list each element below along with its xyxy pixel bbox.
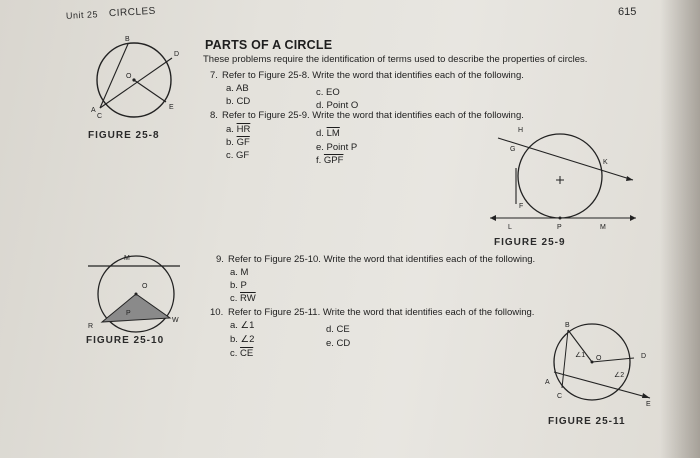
q9-text: Refer to Figure 25-10. Write the word that identifies each of the following. (228, 254, 536, 265)
q10-b: b. ∠2 (230, 334, 255, 345)
q10-d: d. CE (326, 324, 350, 335)
f11-label-a: A (545, 379, 550, 386)
chapter-label: CIRCLES (108, 5, 157, 20)
f11-label-d: D (641, 353, 647, 360)
f8-label-a: A (91, 107, 96, 114)
intro-text: These problems require the identification of terms used to describe the properties of circles. (203, 54, 588, 65)
q7-text: Refer to Figure 25-8. Write the word that identifies each of the following. (222, 70, 524, 81)
q10-e: e. CD (326, 338, 351, 349)
figure-25-9 (488, 124, 638, 234)
figure-25-10 (84, 248, 184, 332)
chord-bc (562, 330, 568, 388)
f10-label-m: M (124, 255, 130, 262)
f8-label-d: D (174, 51, 180, 58)
q9-number: 9. (216, 254, 224, 265)
q9-c: c. $\overline{RW}$ (230, 293, 256, 304)
radius-eo (134, 80, 166, 102)
f10-label-r: R (88, 323, 94, 330)
q7-c: c. EO (316, 87, 340, 98)
q10-number: 10. (210, 307, 224, 318)
f11-label-c: C (557, 393, 563, 400)
q7-a: a. AB (226, 83, 249, 94)
q8-text: Refer to Figure 25-9. Write the word that identifies each of the following. (222, 110, 524, 121)
f10-label-p: P (126, 310, 131, 317)
f9-label-p: P (557, 224, 562, 231)
figure-25-10-caption: FIGURE 25-10 (86, 335, 165, 346)
figure-25-8-caption: FIGURE 25-8 (88, 130, 160, 141)
q10-a: a. ∠1 (230, 320, 255, 331)
f9-label-f: F (519, 203, 524, 210)
q10-c: c. $\overline{CE}$ (230, 348, 254, 359)
page-number: 615 (618, 6, 637, 18)
f9-label-h: H (518, 127, 524, 134)
q10-text: Refer to Figure 25-11. Write the word that identifies each of the following. (228, 307, 535, 318)
f11-label-angle-1: ∠1 (575, 352, 586, 359)
f10-label-o: O (142, 283, 148, 290)
q7-d: d. Point O (316, 100, 359, 111)
figure-25-11-caption: FIGURE 25-11 (548, 416, 626, 427)
f8-label-b: B (125, 36, 130, 43)
f8-label-e: E (169, 104, 174, 111)
tangent-ce (554, 372, 650, 398)
f9-label-g: G (510, 146, 516, 153)
page-shadow (660, 0, 700, 458)
figure-25-9-caption: FIGURE 25-9 (494, 237, 566, 248)
f10-label-w: W (172, 317, 179, 324)
sector-p (102, 294, 170, 322)
q8-number: 8. (210, 110, 218, 121)
f8-label-c: C (97, 113, 103, 120)
q7-number: 7. (210, 70, 218, 81)
q9-b: b. P (230, 280, 247, 291)
q8-b: b. $\overline{GF}$ (226, 137, 250, 148)
q9-a: a. M (230, 267, 249, 278)
f9-label-l: L (508, 224, 512, 231)
f11-label-b: B (565, 322, 570, 329)
q8-e: e. Point P (316, 142, 358, 153)
f11-label-o: O (596, 355, 602, 362)
q7-b: b. CD (226, 96, 251, 107)
q8-a: a. $\overline{HR}$ (226, 124, 251, 135)
q8-c: c. GF (226, 150, 250, 161)
f9-label-m: M (600, 224, 606, 231)
f8-label-o: O (126, 73, 132, 80)
q8-d: d. $\overline{LM}$ (316, 128, 340, 139)
figure-25-11 (540, 322, 660, 412)
figure-25-8 (88, 36, 188, 126)
section-title: PARTS OF A CIRCLE (205, 38, 333, 52)
f9-label-k: K (603, 159, 608, 166)
unit-label: Unit 25 (65, 9, 99, 21)
f11-label-angle-2: ∠2 (614, 372, 625, 379)
f11-label-e: E (646, 401, 651, 408)
q8-f: f. $\overline{GPF}$ (316, 155, 344, 166)
point-o (132, 78, 135, 81)
